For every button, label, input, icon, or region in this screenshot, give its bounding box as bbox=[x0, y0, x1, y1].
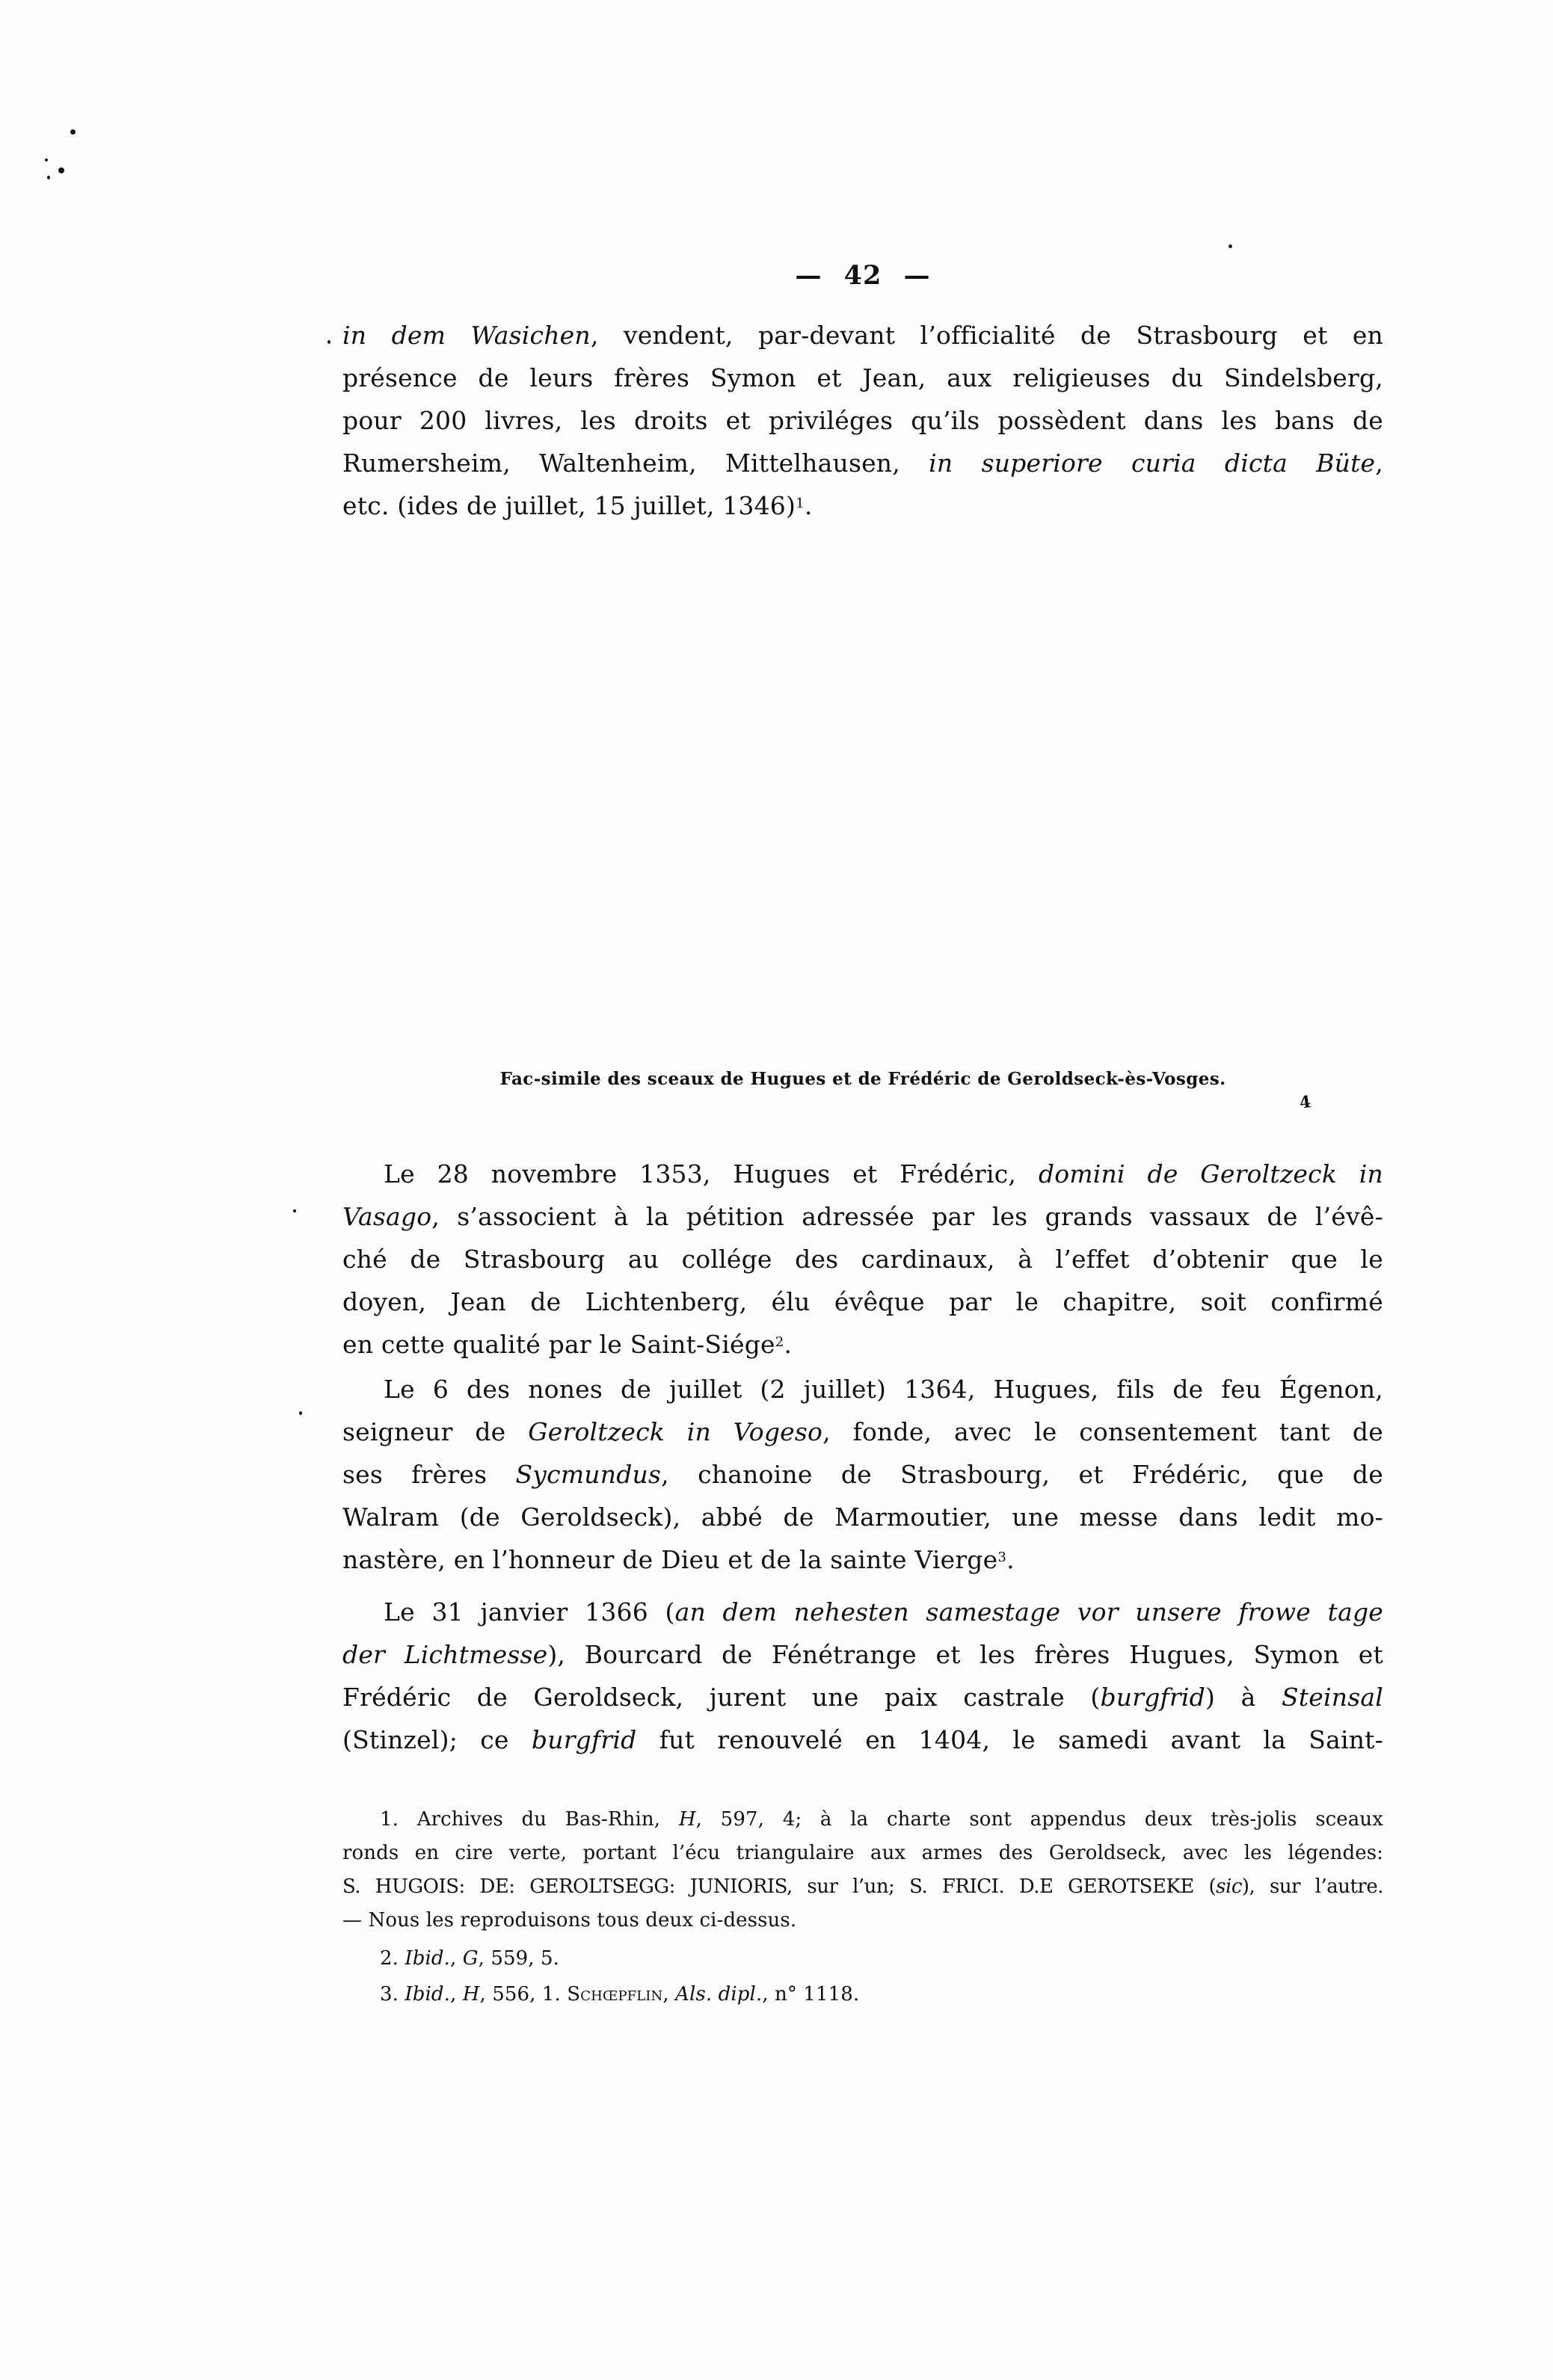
text-run: ses frères bbox=[342, 1460, 516, 1489]
text-run: , bbox=[450, 1983, 463, 2006]
text-line bbox=[342, 1942, 1383, 1976]
text-line bbox=[342, 1238, 1383, 1280]
text-run: 3. bbox=[380, 1983, 405, 2006]
ink-speck bbox=[293, 1209, 296, 1212]
text-line bbox=[342, 1904, 1383, 1937]
text-run: , bbox=[662, 1983, 676, 2006]
text-line bbox=[342, 1195, 1383, 1238]
text-run: , vendent, par-devant l’officialité de Strasbourg et en bbox=[590, 321, 1383, 350]
text-run: etc. (ides de juillet, 15 juillet, 1346) bbox=[342, 491, 796, 520]
text-line bbox=[342, 1538, 1383, 1585]
text-run: , n° 1118. bbox=[762, 1983, 860, 2006]
text-run: an dem nehesten samestage vor unsere frowe tage bbox=[674, 1597, 1384, 1627]
text-run: (Stinzel); ce bbox=[342, 1725, 532, 1754]
text-run: H bbox=[462, 1983, 480, 2006]
text-run: in superiore curia dicta Büte bbox=[929, 448, 1376, 478]
text-run: fut renouvelé en 1404, le samedi avant la Saint- bbox=[636, 1725, 1383, 1754]
text-run: Sycmundus bbox=[515, 1460, 662, 1489]
text-run: , bbox=[450, 1947, 463, 1970]
text-run: Ibid. bbox=[405, 1983, 451, 2006]
text-line bbox=[342, 1280, 1383, 1323]
text-run: Geroltzeck in Vogeso bbox=[528, 1417, 823, 1446]
text-run: . bbox=[1006, 1545, 1015, 1574]
text-line bbox=[342, 1368, 1383, 1411]
text-run: burgfrid bbox=[1100, 1683, 1205, 1712]
text-run: ronds en cire verte, portant l’écu triangulaire aux armes des Geroldseck, avec les légendes: bbox=[342, 1842, 1383, 1864]
text-run: G bbox=[462, 1947, 479, 1970]
text-run: ), Bourcard de Fénétrange et les frères Hugues, Symon et bbox=[547, 1640, 1384, 1669]
text-run: . bbox=[804, 491, 813, 520]
text-run: Schœpflin bbox=[567, 1983, 663, 2006]
text-run: présence de leurs frères Symon et Jean, aux religieuses du Sindelsberg, bbox=[342, 363, 1383, 392]
paragraph-burgfrid-1366 bbox=[342, 1591, 1383, 1761]
text-run: en cette qualité par le Saint-Siége bbox=[342, 1330, 775, 1359]
text-line bbox=[342, 442, 1383, 484]
text-run: S. HUGOIS: DE: GEROLTSEGG: JUNIORIS, sur l’un; S. FRICI. D.E GEROTSEKE ( bbox=[342, 1875, 1217, 1898]
seal-facsimile-area bbox=[342, 553, 1383, 1046]
footnote-1 bbox=[342, 1803, 1383, 1937]
text-line bbox=[342, 1870, 1383, 1904]
footnote-reference: 3 bbox=[997, 1549, 1007, 1565]
text-run: , chanoine de Strasbourg, et Frédéric, que de bbox=[661, 1460, 1383, 1489]
text-run: Le 28 novembre 1353, Hugues et Frédéric, bbox=[384, 1159, 1039, 1189]
footnote-reference: 2 bbox=[775, 1334, 784, 1350]
text-line bbox=[342, 1453, 1383, 1496]
text-run: burgfrid bbox=[531, 1725, 637, 1754]
text-line bbox=[342, 1837, 1383, 1870]
text-line bbox=[342, 484, 1383, 531]
text-run: Frédéric de Geroldseck, jurent une paix castrale ( bbox=[342, 1683, 1101, 1712]
text-run: ), sur l’autre. bbox=[1241, 1875, 1384, 1898]
footnote-reference: 1 bbox=[796, 495, 805, 511]
ink-speck bbox=[47, 176, 50, 179]
text-line bbox=[342, 1591, 1383, 1633]
footnote-2 bbox=[342, 1942, 1383, 1976]
text-run: , s’associent à la pétition adressée par les grands vassaux de l’évê- bbox=[431, 1202, 1383, 1231]
ink-speck bbox=[299, 1411, 302, 1415]
text-run: , 556, 1. bbox=[479, 1983, 568, 2006]
text-run: in dem Wasichen bbox=[342, 321, 591, 350]
paragraph-messe-1364 bbox=[342, 1368, 1383, 1585]
text-run: 2. bbox=[380, 1947, 405, 1970]
text-run: Ibid. bbox=[405, 1947, 451, 1970]
text-run: 1. Archives du Bas-Rhin, bbox=[380, 1808, 679, 1831]
text-run: doyen, Jean de Lichtenberg, élu évêque par le chapitre, soit confirmé bbox=[342, 1287, 1383, 1316]
page-number: — 42 — bbox=[795, 260, 931, 291]
text-line bbox=[342, 1978, 1383, 2011]
ink-speck bbox=[70, 129, 76, 135]
text-line bbox=[342, 357, 1383, 399]
text-run: , 559, 5. bbox=[478, 1947, 560, 1970]
paragraph-petition-1353 bbox=[342, 1153, 1383, 1370]
text-line bbox=[342, 1153, 1383, 1195]
text-run: H bbox=[678, 1808, 696, 1831]
text-line bbox=[342, 1633, 1383, 1676]
text-run: Als. dipl. bbox=[675, 1983, 763, 2006]
text-run: domini de Geroltzeck in bbox=[1038, 1159, 1384, 1189]
ink-speck bbox=[45, 158, 48, 161]
text-line bbox=[342, 399, 1383, 442]
text-run: Walram (de Geroldseck), abbé de Marmoutier, une messe dans ledit mo- bbox=[342, 1502, 1383, 1532]
text-line bbox=[342, 1411, 1383, 1453]
text-line bbox=[342, 1323, 1383, 1370]
text-run: Vasago bbox=[342, 1202, 432, 1231]
text-run: pour 200 livres, les droits et priviléges qu’ils possèdent dans les bans de bbox=[342, 406, 1383, 435]
text-run: der Lichtmesse bbox=[342, 1640, 548, 1669]
text-run: Rumersheim, Waltenheim, Mittelhausen, bbox=[342, 448, 929, 478]
text-run: ché de Strasbourg au collége des cardinaux, à l’effet d’obtenir que le bbox=[342, 1245, 1383, 1274]
figure-caption: Fac-simile des sceaux de Hugues et de Frédéric de Geroldseck-ès-Vosges. bbox=[499, 1069, 1226, 1089]
ink-speck bbox=[58, 167, 64, 173]
text-run: — Nous les reproduisons tous deux ci-dessus. bbox=[342, 1909, 797, 1932]
text-line bbox=[342, 1496, 1383, 1538]
text-line bbox=[342, 314, 1383, 357]
text-line bbox=[342, 1718, 1383, 1761]
text-run: , 597, 4; à la charte sont appendus deux très-jolis sceaux bbox=[695, 1808, 1383, 1831]
paragraph-sale-1346 bbox=[342, 314, 1383, 531]
ink-speck bbox=[1228, 244, 1232, 248]
text-run: , fonde, avec le consentement tant de bbox=[822, 1417, 1383, 1446]
text-run: Le 6 des nones de juillet (2 juillet) 1364, Hugues, fils de feu Égenon, bbox=[384, 1375, 1383, 1404]
text-line bbox=[342, 1803, 1383, 1837]
footnote-3 bbox=[342, 1978, 1383, 2011]
text-run: . bbox=[784, 1330, 793, 1359]
ink-speck bbox=[327, 340, 330, 344]
text-run: , bbox=[1375, 448, 1383, 478]
text-run: seigneur de bbox=[342, 1417, 529, 1446]
text-line bbox=[342, 1676, 1383, 1718]
text-run: Steinsal bbox=[1282, 1683, 1383, 1712]
text-run: ) à bbox=[1205, 1683, 1282, 1712]
text-run: sic bbox=[1216, 1875, 1242, 1898]
text-run: Le 31 janvier 1366 ( bbox=[384, 1597, 675, 1627]
signature-mark: 4 bbox=[1298, 1092, 1313, 1113]
text-run: nastère, en l’honneur de Dieu et de la sainte Vierge bbox=[342, 1545, 998, 1574]
